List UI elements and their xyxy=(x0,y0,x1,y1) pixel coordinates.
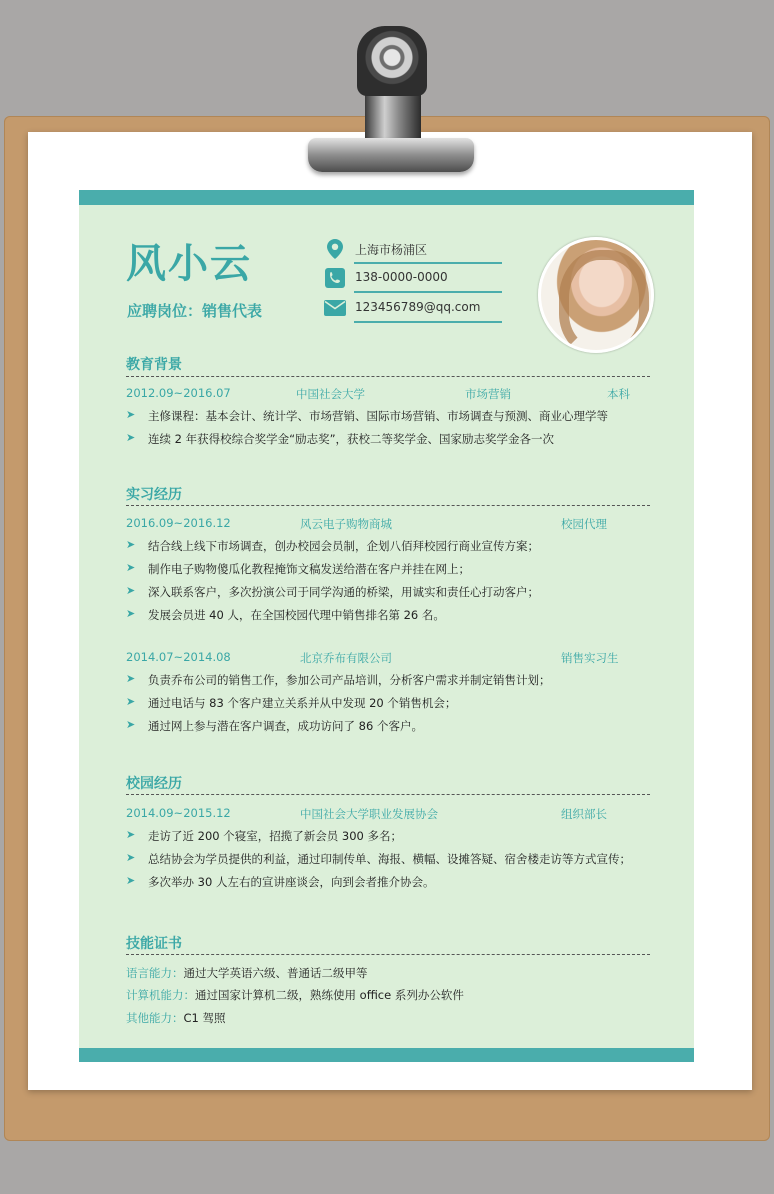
bottom-accent-bar xyxy=(79,1048,694,1062)
contact-address xyxy=(324,238,502,262)
arrow-bullet-icon: ➤ xyxy=(126,718,136,731)
email-text: 123456789@qq.com xyxy=(355,300,481,314)
job-list xyxy=(126,538,656,630)
education-major: 市场营销 xyxy=(465,387,511,401)
skill-key: 语言能力： xyxy=(126,966,184,980)
skill-row xyxy=(126,987,464,1003)
education-date: 2012.09~2016.07 xyxy=(126,386,231,400)
arrow-bullet-icon: ➤ xyxy=(126,408,136,421)
binder-clip-icon xyxy=(357,26,427,96)
education-degree: 本科 xyxy=(607,387,630,401)
list-item: ➤ 结合线上线下市场调查，创办校园会员制，企划八佰拜校园行商业宣传方案； xyxy=(126,538,539,553)
skill-row xyxy=(126,1010,226,1026)
section-title-campus: 校园经历 xyxy=(126,776,182,792)
arrow-bullet-icon: ➤ xyxy=(126,584,136,597)
contact-underline xyxy=(354,321,502,323)
list-item: ➤ 连续 2 年获得校综合奖学金“励志奖”，获校二等奖学金、国家励志奖学金各一次 xyxy=(126,431,555,446)
campus-org: 中国社会大学职业发展协会 xyxy=(300,807,438,821)
top-accent-bar xyxy=(79,190,694,205)
list-item: ➤ 总结协会为学员提供的利益，通过印制传单、海报、横幅、设摊答疑、宿舍楼走访等方式宣传； xyxy=(126,851,631,866)
list-item: ➤ 制作电子购物傻瓜化教程掩饰文稿发送给潜在客户并挂在网上； xyxy=(126,561,470,576)
job-role: 销售实习生 xyxy=(561,651,619,665)
job-company: 风云电子购物商城 xyxy=(300,517,392,531)
skill-key: 其他能力： xyxy=(126,1011,184,1025)
section-divider xyxy=(126,794,650,795)
list-item: ➤ 主修课程：基本会计、统计学、市场营销、国际市场营销、市场调查与预测、商业心理学等 xyxy=(126,408,608,423)
arrow-bullet-icon: ➤ xyxy=(126,431,136,444)
job-meta xyxy=(126,650,650,666)
arrow-bullet-icon: ➤ xyxy=(126,695,136,708)
candidate-name: 风小云 xyxy=(126,241,252,287)
location-pin-icon xyxy=(324,238,346,260)
contact-underline xyxy=(354,291,502,293)
skill-row xyxy=(126,965,368,981)
list-item: ➤ 负责乔布公司的销售工作，参加公司产品培训，分析客户需求并制定销售计划； xyxy=(126,672,551,687)
address-text: 上海市杨浦区 xyxy=(355,243,428,257)
list-item: ➤ 多次举办 30 人左右的宣讲座谈会，向到会者推介协会。 xyxy=(126,874,435,889)
job-date: 2016.09~2016.12 xyxy=(126,516,231,530)
arrow-bullet-icon: ➤ xyxy=(126,607,136,620)
applied-position: 应聘岗位：销售代表 xyxy=(127,302,263,320)
education-list xyxy=(126,408,656,454)
avatar xyxy=(538,237,654,353)
job-company: 北京乔布有限公司 xyxy=(300,651,392,665)
list-item: ➤ 通过网上参与潜在客户调查，成功访问了 86 个客户。 xyxy=(126,718,423,733)
arrow-bullet-icon: ➤ xyxy=(126,874,136,887)
arrow-bullet-icon: ➤ xyxy=(126,851,136,864)
skill-value: 通过国家计算机二级，熟练使用 office 系列办公软件 xyxy=(195,988,464,1002)
campus-list xyxy=(126,828,656,897)
list-item: ➤ 深入联系客户，多次扮演公司于同学沟通的桥梁，用诚实和责任心打动客户； xyxy=(126,584,539,599)
section-title-education: 教育背景 xyxy=(126,357,182,373)
education-school: 中国社会大学 xyxy=(296,387,365,401)
skill-key: 计算机能力： xyxy=(126,988,195,1002)
campus-role: 组织部长 xyxy=(561,807,607,821)
campus-meta xyxy=(126,806,650,822)
list-item: ➤ 发展会员进 40 人，在全国校园代理中销售排名第 26 名。 xyxy=(126,607,445,622)
contact-underline xyxy=(354,262,502,264)
resume-page xyxy=(79,190,694,1062)
phone-text: 138-0000-0000 xyxy=(355,270,448,284)
job-date: 2014.07~2014.08 xyxy=(126,650,231,664)
section-divider xyxy=(126,505,650,506)
education-meta xyxy=(126,386,650,402)
section-divider xyxy=(126,954,650,955)
arrow-bullet-icon: ➤ xyxy=(126,828,136,841)
skill-value: C1 驾照 xyxy=(183,1011,226,1025)
section-divider xyxy=(126,376,650,377)
job-meta xyxy=(126,516,650,532)
contact-email xyxy=(324,297,502,321)
clip-base xyxy=(308,138,474,172)
arrow-bullet-icon: ➤ xyxy=(126,672,136,685)
section-title-internship: 实习经历 xyxy=(126,487,182,503)
contact-phone xyxy=(324,267,502,291)
list-item: ➤ 通过电话与 83 个客户建立关系并从中发现 20 个销售机会； xyxy=(126,695,457,710)
arrow-bullet-icon: ➤ xyxy=(126,561,136,574)
section-title-skills: 技能证书 xyxy=(126,936,182,952)
arrow-bullet-icon: ➤ xyxy=(126,538,136,551)
campus-date: 2014.09~2015.12 xyxy=(126,806,231,820)
skill-value: 通过大学英语六级、普通话二级甲等 xyxy=(183,966,368,980)
list-item: ➤ 走访了近 200 个寝室，招揽了新会员 300 多名； xyxy=(126,828,403,843)
phone-icon xyxy=(324,267,346,289)
job-list xyxy=(126,672,656,741)
mail-icon xyxy=(324,297,346,319)
job-role: 校园代理 xyxy=(561,517,607,531)
